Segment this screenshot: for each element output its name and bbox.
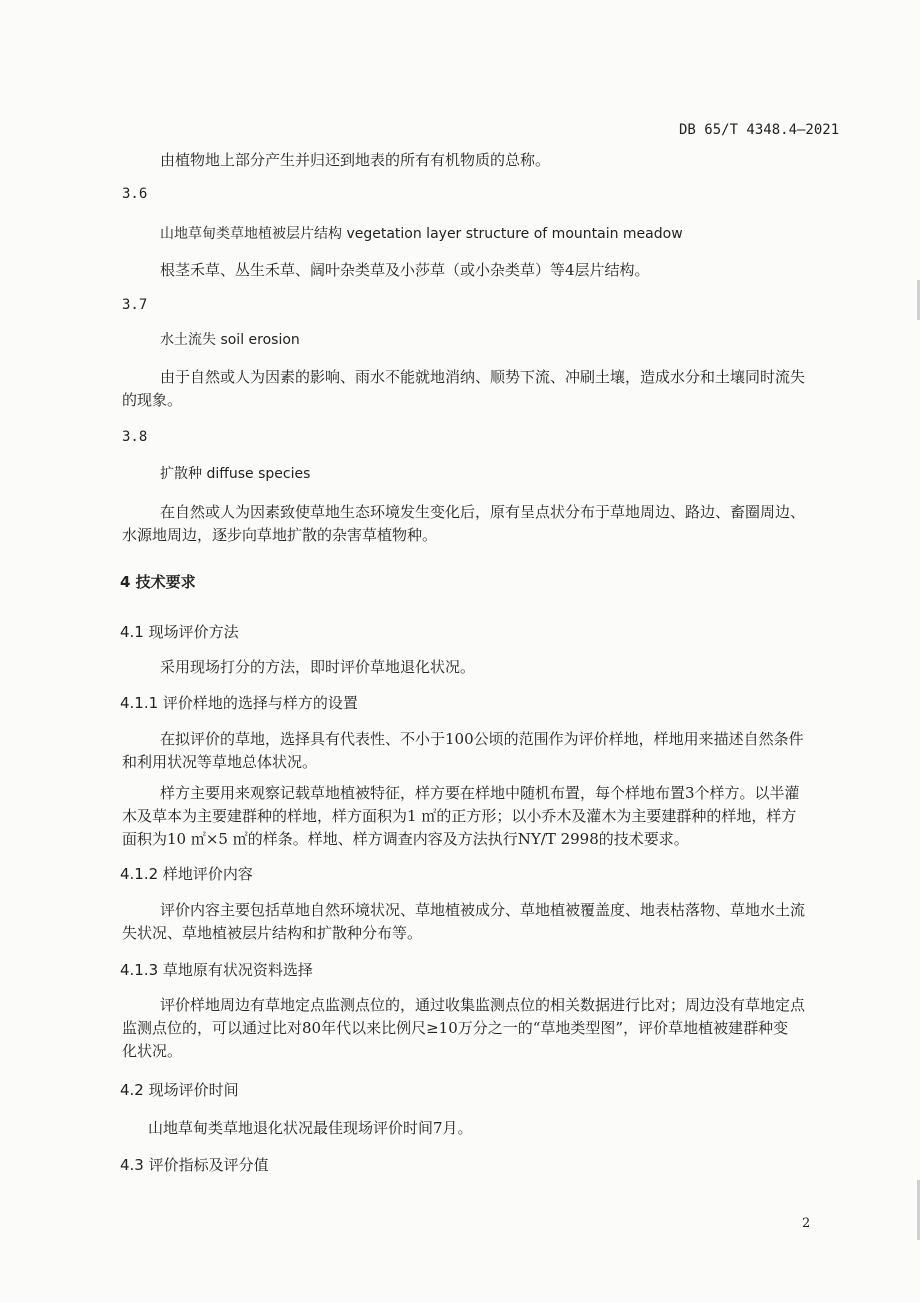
section-number-3-6: 3.6 bbox=[122, 186, 148, 202]
section-number-3-7: 3.7 bbox=[122, 297, 148, 313]
heading-4-2: 4.2 现场评价时间 bbox=[120, 1081, 239, 1099]
heading-4-1-3: 4.1.3 草地原有状况资料选择 bbox=[120, 961, 313, 979]
definition-3-8-line2: 水源地周边，逐步向草地扩散的杂害草植物种。 bbox=[122, 526, 438, 544]
paragraph-4-1-1b-line1: 样方主要用来观察记载草地植被特征，样方要在样地中随机布置，每个样地布置3个样方。以半灌 bbox=[160, 784, 800, 802]
term-3-7: 水土流失 soil erosion bbox=[160, 332, 300, 348]
paragraph-4-1-3-line1: 评价样地周边有草地定点监测点位的，通过收集监测点位的相关数据进行比对；周边没有草地定点 bbox=[160, 996, 806, 1014]
header-code: DB 65/T 4348.4—2021 bbox=[679, 122, 840, 138]
paragraph-4-1-1a-line1: 在拟评价的草地，选择具有代表性、不小于100公顷的范围作为评价样地，样地用来描述自然条件 bbox=[160, 730, 804, 748]
heading-4-1-2: 4.1.2 样地评价内容 bbox=[120, 865, 253, 883]
definition-3-7-line1: 由于自然或人为因素的影响、雨水不能就地消纳、顺势下流、冲刷土壤，造成水分和土壤同时流失 bbox=[160, 368, 806, 386]
definition-3-6: 根茎禾草、丛生禾草、阔叶杂类草及小莎草（或小杂类草）等4层片结构。 bbox=[160, 261, 650, 279]
heading-4-1: 4.1 现场评价方法 bbox=[120, 623, 239, 641]
paragraph-4-1-1a-line2: 和利用状况等草地总体状况。 bbox=[122, 753, 318, 771]
page-number: 2 bbox=[802, 1216, 811, 1231]
definition-line: 由植物地上部分产生并归还到地表的所有有机物质的总称。 bbox=[160, 151, 551, 169]
definition-3-8-line1: 在自然或人为因素致使草地生态环境发生变化后，原有呈点状分布于草地周边、路边、畜圈周边、 bbox=[160, 503, 806, 521]
definition-3-7-line2: 的现象。 bbox=[122, 391, 183, 409]
paragraph-4-1-2-line2: 失状况、草地植被层片结构和扩散种分布等。 bbox=[122, 924, 423, 942]
paragraph-4-1-3-line2: 监测点位的，可以通过比对80年代以来比例尺≥10万分之一的“草地类型图”，评价草地植被建群种变 bbox=[122, 1019, 789, 1037]
heading-4-1-1: 4.1.1 评价样地的选择与样方的设置 bbox=[120, 694, 358, 712]
paragraph-4-1: 采用现场打分的方法，即时评价草地退化状况。 bbox=[160, 658, 476, 676]
paragraph-4-1-1b-line2: 木及草本为主要建群种的样地，样方面积为1 ㎡的正方形；以小乔木及灌木为主要建群种的样地，样方 bbox=[122, 807, 797, 825]
heading-4-3: 4.3 评价指标及评分值 bbox=[120, 1156, 269, 1174]
heading-4: 4 技术要求 bbox=[120, 573, 196, 591]
paragraph-4-1-3-line3: 化状况。 bbox=[122, 1042, 183, 1060]
section-number-3-8: 3.8 bbox=[122, 429, 148, 445]
term-3-6: 山地草甸类草地植被层片结构 vegetation layer structure of mountain meadow bbox=[160, 226, 683, 242]
paragraph-4-1-2-line1: 评价内容主要包括草地自然环境状况、草地植被成分、草地植被覆盖度、地表枯落物、草地水土流 bbox=[160, 901, 806, 919]
paragraph-4-1-1b-line3: 面积为10 ㎡×5 ㎡的样条。样地、样方调查内容及方法执行NY/T 2998的技术要求。 bbox=[122, 830, 689, 848]
paragraph-4-2: 山地草甸类草地退化状况最佳现场评价时间7月。 bbox=[148, 1119, 473, 1137]
term-3-8: 扩散种 diffuse species bbox=[160, 466, 311, 482]
